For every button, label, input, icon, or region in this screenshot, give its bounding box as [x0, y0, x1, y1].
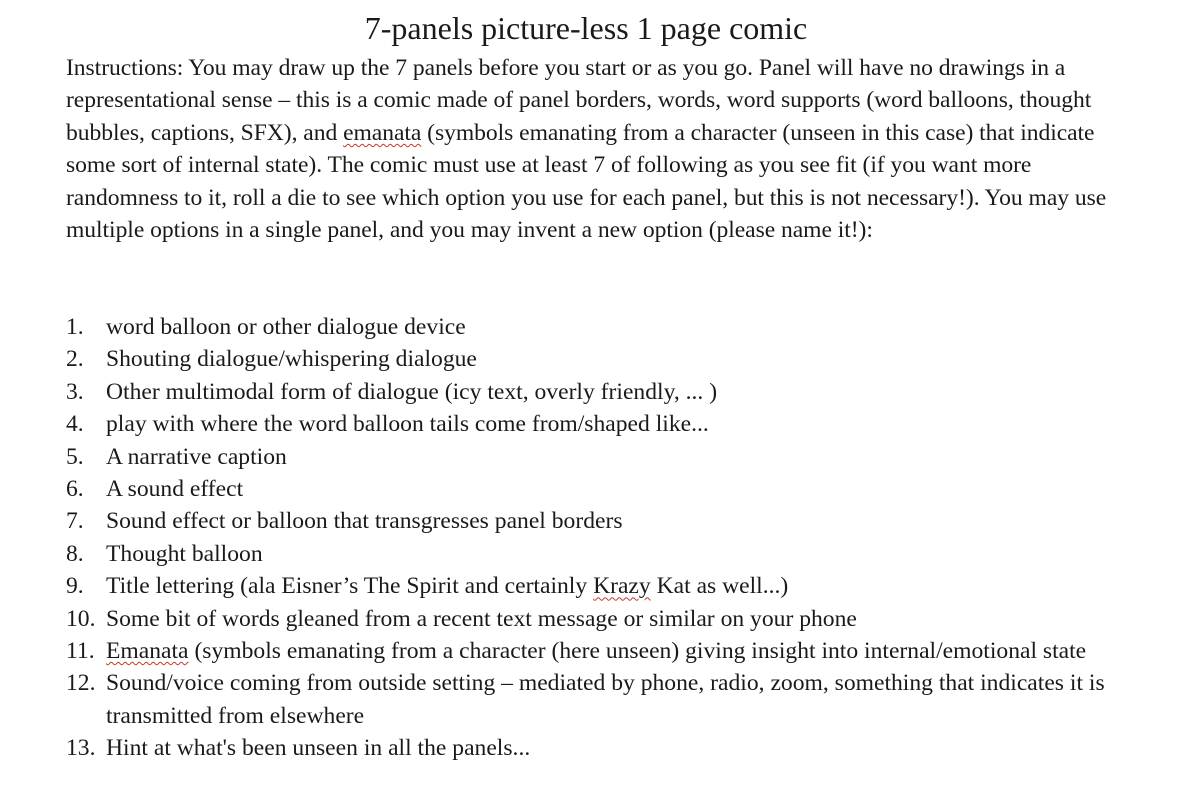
list-number: 5.: [66, 443, 84, 470]
list-item-text: Thought balloon: [106, 540, 263, 567]
list-number: 1.: [66, 314, 84, 340]
list-number: 11.: [66, 638, 95, 665]
instructions-text-part2: (symbols emanating from a character (unseen in this case) that indicate some sort of internal state). The comic must use at least 7 of following as you see fit (if you want more randomness to it, roll a die to see which option you use for each panel, but this is not necessary!). You may use multiple options in a single panel, and you may invent a new option (please name it!):: [66, 119, 1107, 244]
list-item-text: Other multimodal form of dialogue (icy text, overly friendly, ... ): [106, 378, 718, 405]
list-item-text: word balloon or other dialogue device: [106, 314, 466, 340]
list-number: 9.: [66, 573, 84, 600]
instructions-text-part1: Instructions: You may draw up the 7 panels before you start or as you go. Panel will have no drawings in a representational sense – this is a comic made of panel borders, words, word supports (word balloons, thought bubbles, captions, SFX), and: [66, 55, 1092, 146]
list-item-text: Hint at what's been unseen in all the panels...: [106, 735, 531, 762]
list-item-9: [66, 570, 1146, 602]
list-item-text: play with where the word balloon tails come from/shaped like...: [106, 411, 709, 438]
list-item-3: [66, 376, 1146, 408]
spellcheck-word-emanata: Emanata: [106, 638, 189, 665]
list-item-4: [66, 408, 1146, 440]
list-number: 3.: [66, 378, 84, 405]
list-number: 2.: [66, 346, 84, 373]
list-item-text: Some bit of words gleaned from a recent text message or similar on your phone: [106, 605, 857, 632]
list-number: 13.: [66, 735, 96, 762]
list-number: 6.: [66, 476, 84, 503]
spellcheck-word-emanata: emanata: [343, 119, 422, 146]
options-list: [66, 311, 1146, 765]
list-item-6: [66, 473, 1146, 505]
list-item-text: Sound effect or balloon that transgresses panel borders: [106, 508, 623, 535]
list-item-5: [66, 441, 1146, 473]
list-item-12: [66, 667, 1146, 732]
list-item-2: [66, 343, 1146, 375]
list-number: 12.: [66, 670, 96, 697]
list-number: 7.: [66, 508, 84, 535]
spellcheck-word-krazy: Krazy: [593, 573, 651, 600]
instructions-paragraph: [66, 52, 1136, 246]
list-item-text: A sound effect: [106, 476, 244, 503]
list-item-text: A narrative caption: [106, 443, 287, 470]
list-item-10: [66, 603, 1146, 635]
list-item-8: [66, 538, 1146, 570]
list-item-text-after: (symbols emanating from a character (here unseen) giving insight into internal/emotional state: [188, 638, 1087, 665]
list-item-text-before: Title lettering (ala Eisner’s The Spirit and certainly: [106, 573, 594, 600]
list-item-1: [66, 311, 1146, 343]
list-number: 10.: [66, 605, 96, 632]
list-item-13: [66, 732, 1146, 764]
list-item-text: Sound/voice coming from outside setting – mediated by phone, radio, zoom, something that indicates it is transmitted from elsewhere: [106, 670, 1105, 729]
list-number: 8.: [66, 540, 84, 567]
list-item-text-after: Kat as well...): [650, 573, 789, 600]
list-item-7: [66, 505, 1146, 537]
list-item-11: [66, 635, 1146, 667]
list-item-text: Shouting dialogue/whispering dialogue: [106, 346, 477, 373]
list-number: 4.: [66, 411, 84, 438]
document-title: 7-panels picture-less 1 page comic: [364, 10, 808, 46]
